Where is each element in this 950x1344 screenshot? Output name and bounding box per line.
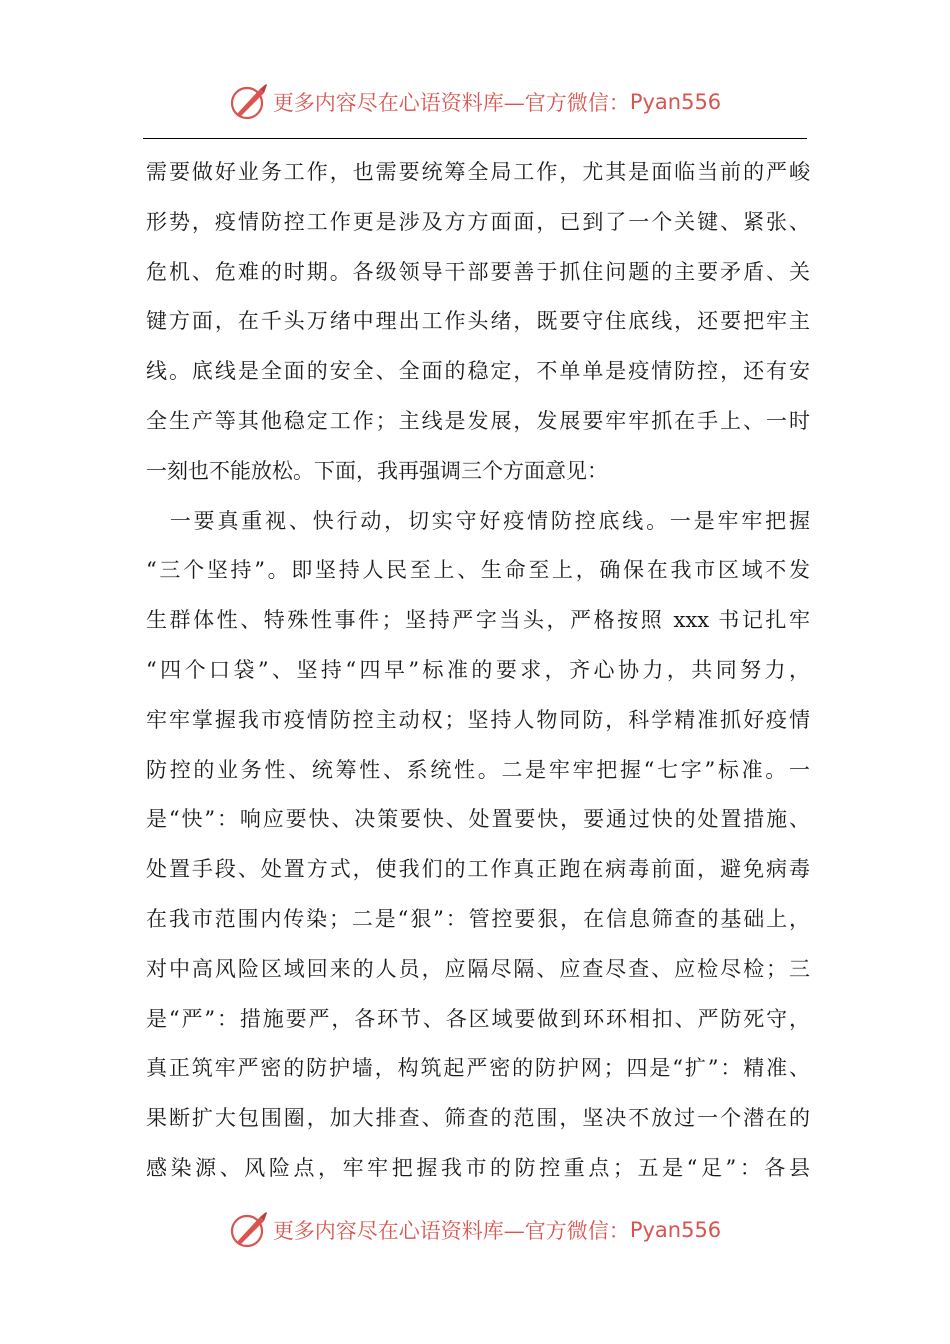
- header-banner: [0, 78, 950, 126]
- text-line: “四个口袋”、坚持“四早”标准的要求，齐心协力，共同努力，: [146, 657, 810, 682]
- text-line: 牢牢掌握我市疫情防控主动权；坚持人物同防，科学精准抓好疫情: [146, 707, 810, 732]
- text-line: 一要真重视、快行动，切实守好疫情防控底线。一是牢牢把握: [146, 508, 810, 533]
- text-line: 处置手段、处置方式，使我们的工作真正跑在病毒前面，避免病毒: [146, 857, 810, 882]
- text-line: 线。底线是全面的安全、全面的稳定，不单单是疫情防控，还有安: [146, 359, 810, 384]
- text-line: 形势，疫情防控工作更是涉及方方面面，已到了一个关键、紧张、: [146, 209, 810, 234]
- text-line: 果断扩大包围圈，加大排查、筛查的范围，坚决不放过一个潜在的: [146, 1106, 810, 1131]
- text-line: 全生产等其他稳定工作；主线是发展，发展要牢牢抓在手上、一时: [146, 408, 810, 433]
- text-line: 在我市范围内传染；二是“狠”：管控要狠，在信息筛查的基础上，: [146, 906, 810, 931]
- text-line: 危机、危难的时期。各级领导干部要善于抓住问题的主要矛盾、关: [146, 259, 810, 284]
- text-line: 是“快”：响应要快、决策要快、处置要快，要通过快的处置措施、: [146, 807, 810, 832]
- text-line: 生群体性、特殊性事件；坚持严字当头，严格按照 xxx 书记扎牢: [146, 608, 810, 633]
- quill-pen-logo-icon: [229, 1210, 269, 1250]
- text-line: 一刻也不能放松。下面，我再强调三个方面意见：: [146, 458, 608, 483]
- quill-pen-logo-icon: [229, 82, 269, 122]
- text-line: 是“严”：措施要严，各环节、各区域要做到环环相扣、严防死守，: [146, 1006, 810, 1031]
- footer-banner-text: 更多内容尽在心语资料库—官方微信：: [272, 1219, 630, 1243]
- text-line: 需要做好业务工作，也需要统筹全局工作，尤其是面临当前的严峻: [146, 160, 810, 184]
- footer-wechat-id: Pyan556: [629, 1218, 722, 1242]
- document-body: [146, 148, 810, 1194]
- text-line: 真正筑牢严密的防护墙，构筑起严密的防护网；四是“扩”：精准、: [146, 1056, 810, 1081]
- header-banner-text: 更多内容尽在心语资料库—官方微信：: [272, 91, 630, 115]
- text-line: 防控的业务性、统筹性、系统性。二是牢牢把握“七字”标准。一: [146, 757, 810, 782]
- text-line: 感染源、风险点，牢牢把握我市的防控重点；五是“足”：各县: [146, 1155, 810, 1180]
- header-divider: [143, 138, 807, 139]
- text-line: “三个坚持”。即坚持人民至上、生命至上，确保在我市区域不发: [146, 558, 810, 583]
- header-wechat-id: Pyan556: [629, 90, 722, 114]
- footer-banner: [0, 1206, 950, 1254]
- text-line: 键方面，在千头万绪中理出工作头绪，既要守住底线，还要把牢主: [146, 309, 810, 334]
- text-line: 对中高风险区域回来的人员，应隔尽隔、应查尽查、应检尽检；三: [146, 956, 810, 981]
